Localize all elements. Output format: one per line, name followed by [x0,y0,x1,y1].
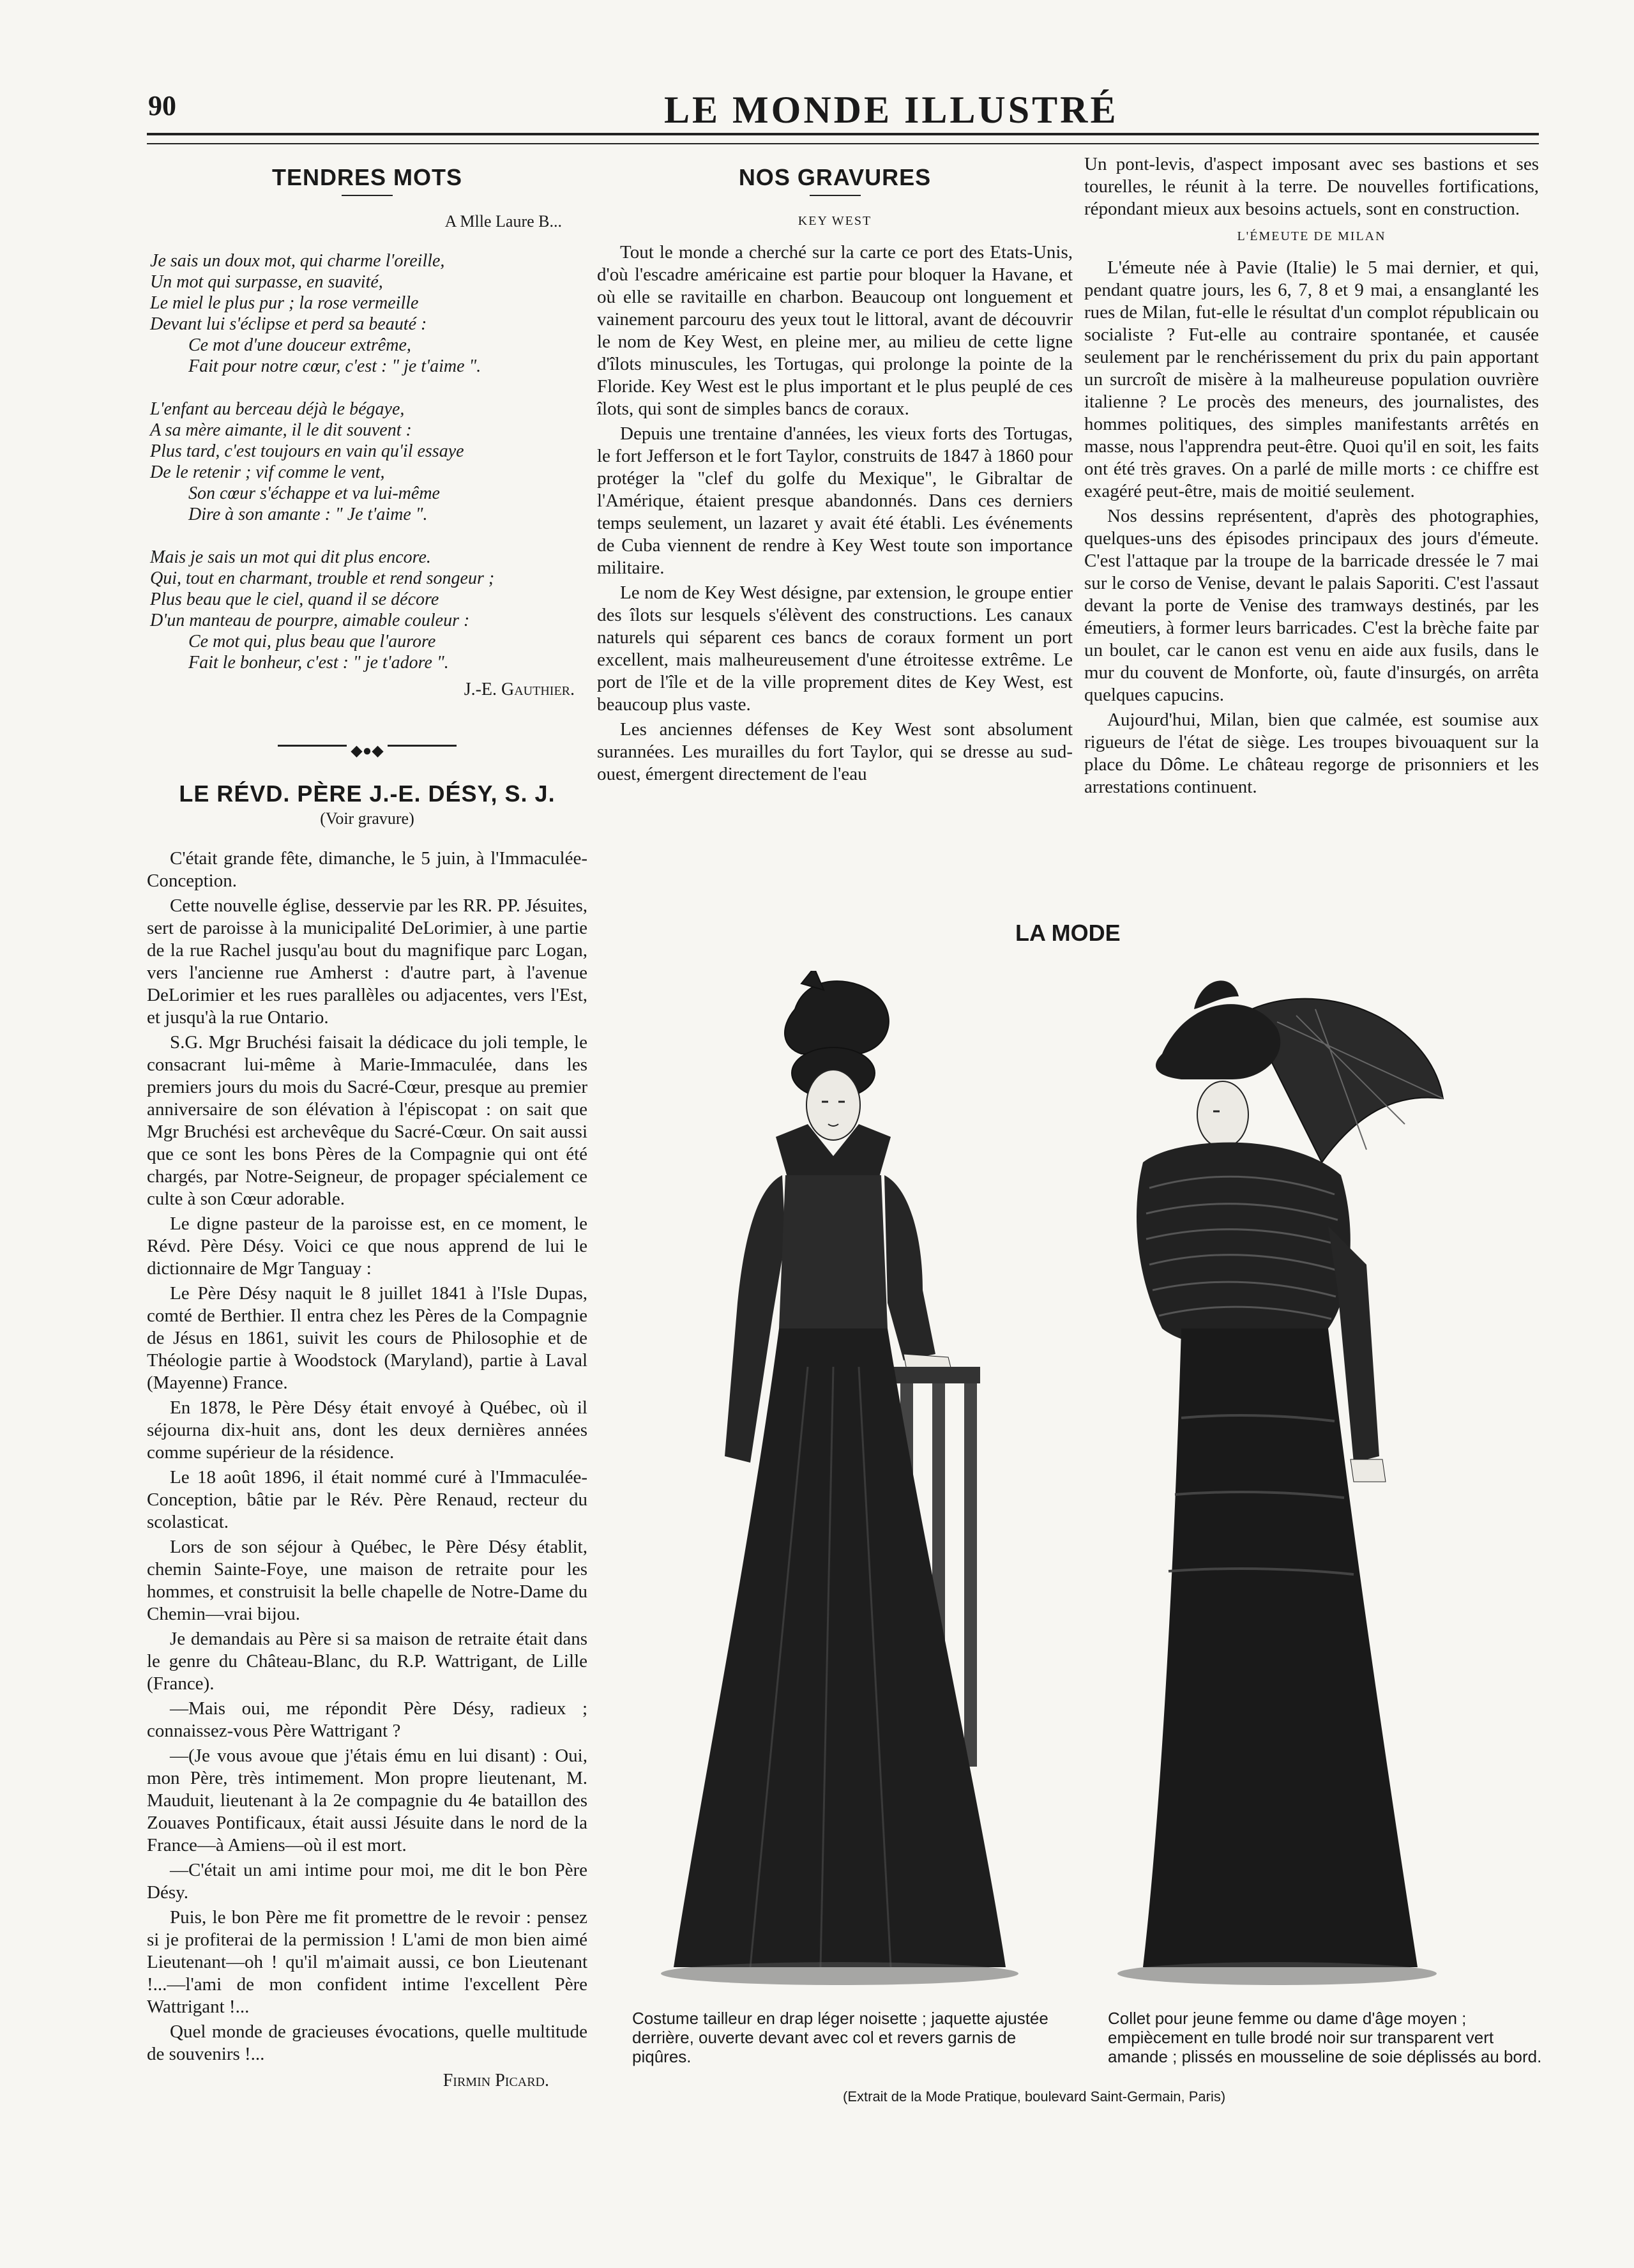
poem-line: Un mot qui surpasse, en suavité, [150,272,383,292]
poem-line: Je sais un doux mot, qui charme l'oreille, [150,251,445,271]
page-number: 90 [148,90,176,121]
milan-paragraph: Aujourd'hui, Milan, bien que calmée, est soumise aux rigueurs de l'état de siège. Les troupes bivouaquent sur la place du Dôme. Le château regorge de prisonniers et les arrestations continuent. [1084,710,1539,797]
milan-title: L'ÉMEUTE DE MILAN [1237,229,1386,243]
masthead-rule [147,133,1539,144]
title-rule [810,195,861,196]
desy-paragraph: —(Je vous avoue que j'étais ému en lui disant) : Oui, mon Père, très intimement. Mon propre lieutenant, M. Mauduit, lieutenant à la 2e compagnie du 4e bataillon des Zouaves Pontificaux, était aussi Jésuite dans le nord de la France—à Amiens—où il est mort. [147,1746,587,1855]
poem-author: J.-E. Gauthier. [464,680,575,699]
poem-line: L'enfant au berceau déjà le bégaye, [150,399,405,419]
right-column [1084,153,1539,801]
poem-dedication: A Mlle Laure B... [444,212,562,231]
key-west-paragraph: Depuis une trentaine d'années, les vieux forts des Tortugas, le fort Jefferson et le fort Taylor, construits de 1847 à 1860 pour protéger la "clef du golfe du Mexique", le Gibraltar de l'Amérique, étaient presque abandonnés. Dans ces derniers temps seulement, un lazaret y avait été établi. Les événements de Cuba viennent de rendre à Key West toute son importance militaire. [597,423,1073,578]
poem-line: Qui, tout en charmant, trouble et rend songeur ; [150,568,495,588]
desy-paragraph: C'était grande fête, dimanche, le 5 juin, à l'Immaculée-Conception. [147,848,587,891]
poem-line: Devant lui s'éclipse et perd sa beauté : [150,314,427,334]
desy-paragraph: Le Père Désy naquit le 8 juillet 1841 à l'Isle Dupas, comté de Berthier. Il entra chez les Pères de la Compagnie de Jésus en 1861, suivit les cours de Philosophie et de Théologie partie à Woodstock (Maryland), partie à Laval (Mayenne) France. [147,1283,587,1393]
fashion-illustration-collet-parasol [1086,971,1481,2005]
gravures-title: NOS GRAVURES [738,164,932,190]
poem-line: Fait pour notre cœur, c'est : " je t'aime ". [188,356,481,376]
poem-line: A sa mère aimante, il le dit souvent : [150,420,412,440]
title-rule [342,195,393,196]
desy-subtitle: (Voir gravure) [320,809,414,828]
poem-line: Le miel le plus pur ; la rose vermeille [150,293,419,313]
poem-line: Plus beau que le ciel, quand il se décore [150,590,439,609]
key-west-paragraph: Tout le monde a cherché sur la carte ce port des Etats-Unis, d'où l'escadre américaine est partie pour bloquer la Havane, et où elle se ravitaille en charbon. Beaucoup ont longuement et vainement parcouru des yeux tout le littoral, avant de découvrir le nom de Key West, en pleine mer, au milieu de cette ligne d'îlots minuscules, les Tortugas, qui prolonge la pointe de la Floride. Key West est le plus important et le plus peuplé de ces îlots, qui sont de simples bancs de coraux. [597,242,1073,419]
section-ornament [147,739,587,759]
poem-line: Fait le bonheur, c'est : " je t'adore ". [188,653,449,673]
poem-title: TENDRES MOTS [271,164,462,190]
desy-paragraph: —C'était un ami intime pour moi, me dit le bon Père Désy. [147,1860,587,1903]
poem-line: Ce mot d'une douceur extrême, [188,335,411,355]
desy-paragraph: S.G. Mgr Bruchési faisait la dédicace du joli temple, le consacrant lui-même à Marie-Immaculée, dans les premiers jours du mois du Sacré-Cœur, presque au premier anniversaire de son élévation à l'épiscopat : on sait que Mgr Bruchési est archevêque du Sacré-Cœur. On sait aussi que ce sont les bons Pères de la Compagnie qui ont été chargés, par Notre-Seigneur, de propager spécialement ce culte à son Cœur adorable. [147,1032,587,1209]
caption-tailored-costume: Costume tailleur en drap léger noisette ; jaquette ajustée derrière, ouverte devant avec col et revers garnis de piqûres. [632,2009,1048,2066]
fashion-illustration-tailored-costume [648,971,1044,2005]
desy-paragraph: Quel monde de gracieuses évocations, quelle multitude de souvenirs !... [147,2021,587,2064]
key-west-paragraph: Le nom de Key West désigne, par extension, le groupe entier des îlots sur lesquels s'élèvent des constructions. Les canaux naturels qui séparent ces bancs de coraux forment un port excellent, mais malheureusement d'une étroitesse extrême. Le port de l'île et de la ville proprement dites de Key West, est beaucoup plus vaste. [597,582,1073,715]
desy-title: LE RÉVD. PÈRE J.-E. DÉSY, S. J. [179,780,556,807]
poem-line: Son cœur s'échappe et va lui-même [188,483,440,503]
poem-stanza [150,399,587,525]
key-west-paragraph: Les anciennes défenses de Key West sont absolument surannées. Les murailles du fort Taylor, qui se dresse au sud-ouest, émergent directement de l'eau [597,719,1073,784]
milan-paragraph: Nos dessins représentent, d'après des photographies, quelques-uns des épisodes principaux des jours d'émeute. C'est l'attaque par la troupe de la barricade dressée le 7 mai sur le corso de Venise, devant le palais Saporiti. C'est l'assaut devant la porte de Venise des tramways destinés, par les émeutiers, à former leurs barricades. C'est la brèche faite par un boulet, car le canon est venu en aide aux fusils, dans le mur du couvent de Monforte, où, faute d'insurgés, on arrêta quelques capucins. [1084,506,1539,705]
poem-line: De le retenir ; vif comme le vent, [150,462,385,482]
desy-paragraph: —Mais oui, me répondit Père Désy, radieux ; connaissez-vous Père Wattrigant ? [147,1698,587,1741]
poem-line: Dire à son amante : " Je t'aime ". [188,505,428,524]
desy-paragraph: Lors de son séjour à Québec, le Père Désy établit, chemin Sainte-Foye, une maison de retraite pour les hommes, et construisit la belle chapelle de Notre-Dame du Chemin—vrai bijou. [147,1537,587,1624]
poem-line: Mais je sais un mot qui dit plus encore. [150,547,431,567]
desy-paragraph: Je demandais au Père si sa maison de retraite était dans le genre du Château-Blanc, du R.P. Wattrigant, de Lille (France). [147,1629,587,1694]
desy-paragraph: Cette nouvelle église, desservie par les RR. PP. Jésuites, sert de paroisse à la municipalité DeLorimier, à une partie de la rue Rachel jusqu'au bout du magnifique parc Logan, vers l'ancienne rue Amherst : d'autre part, à l'avenue DeLorimier et les rues parallèles ou adjacentes, vers l'Est, et jusqu'à la rue Ontario. [147,895,587,1028]
masthead: LE MONDE ILLUSTRÉ [664,89,1119,131]
desy-author: Firmin Picard. [443,2071,549,2090]
poem-stanza [150,250,587,377]
ornament-diamond-icon: ◆●◆ [347,743,387,759]
desy-paragraph: En 1878, le Père Désy était envoyé à Québec, où il séjourna dix-huit ans, dont les deux dernières années comme supérieur de la résidence. [147,1397,587,1463]
milan-paragraph: L'émeute née à Pavie (Italie) le 5 mai dernier, et qui, pendant quatre jours, les 6, 7, 8 et 9 mai, a ensanglanté les rues de Milan, fut-elle le résultat d'un complot républicain ou socialiste ? Fut-elle au contraire spontanée, et causée seulement par le renchérissement du prix du pain apportant un surcroît de misère à la malheureuse population ouvrière italienne ? Le procès des meneurs, des journalistes, des hommes politiques, des simples manifestants arrêtés en masse, nous l'apprendra peut-être. Quoi qu'il en soit, les faits ont été très graves. On a parlé de mille morts : ce chiffre est exagéré peut-être, mais de moitié seulement. [1084,257,1539,501]
desy-paragraph: Puis, le bon Père me fit promettre de le revoir : pensez si je profiterai de la permission ! L'ami de mon bien aimé Lieutenant—oh ! qu'il m'aimait aussi, ce bon Lieutenant !...—l'ami de mon confident intime l'excellent Père Wattrigant !... [147,1907,587,2017]
key-west-title: KEY WEST [798,214,872,228]
caption-credit: (Extrait de la Mode Pratique, boulevard Saint-Germain, Paris) [843,2089,1226,2104]
desy-paragraph: Le 18 août 1896, il était nommé curé à l'Immaculée-Conception, bâtie par le Rév. Père Renaud, recteur du scolasticat. [147,1467,587,1532]
left-column [147,153,587,2092]
poem-line: D'un manteau de pourpre, aimable couleur : [150,611,470,630]
poem-stanza [150,547,587,673]
poem-line: Plus tard, c'est toujours en vain qu'il essaye [150,441,464,461]
poem-line: Ce mot qui, plus beau que l'aurore [188,632,436,651]
mode-title: LA MODE [1015,920,1121,946]
desy-paragraph: Le digne pasteur de la paroisse est, en ce moment, le Révd. Père Désy. Voici ce que nous apprend de lui le dictionnaire de Mgr Tanguay : [147,1214,587,1279]
caption-collet: Collet pour jeune femme ou dame d'âge moyen ; empiècement en tulle brodé noir sur transparent vert amande ; plissés en mousseline de soie déplissés au bord. [1108,2009,1542,2066]
key-west-continued: Un pont-levis, d'aspect imposant avec ses bastions et ses tourelles, le réunit à la terre. De nouvelles fortifications, répondant mieux aux besoins actuels, sont en construction. [1084,154,1539,219]
middle-column [597,153,1073,788]
